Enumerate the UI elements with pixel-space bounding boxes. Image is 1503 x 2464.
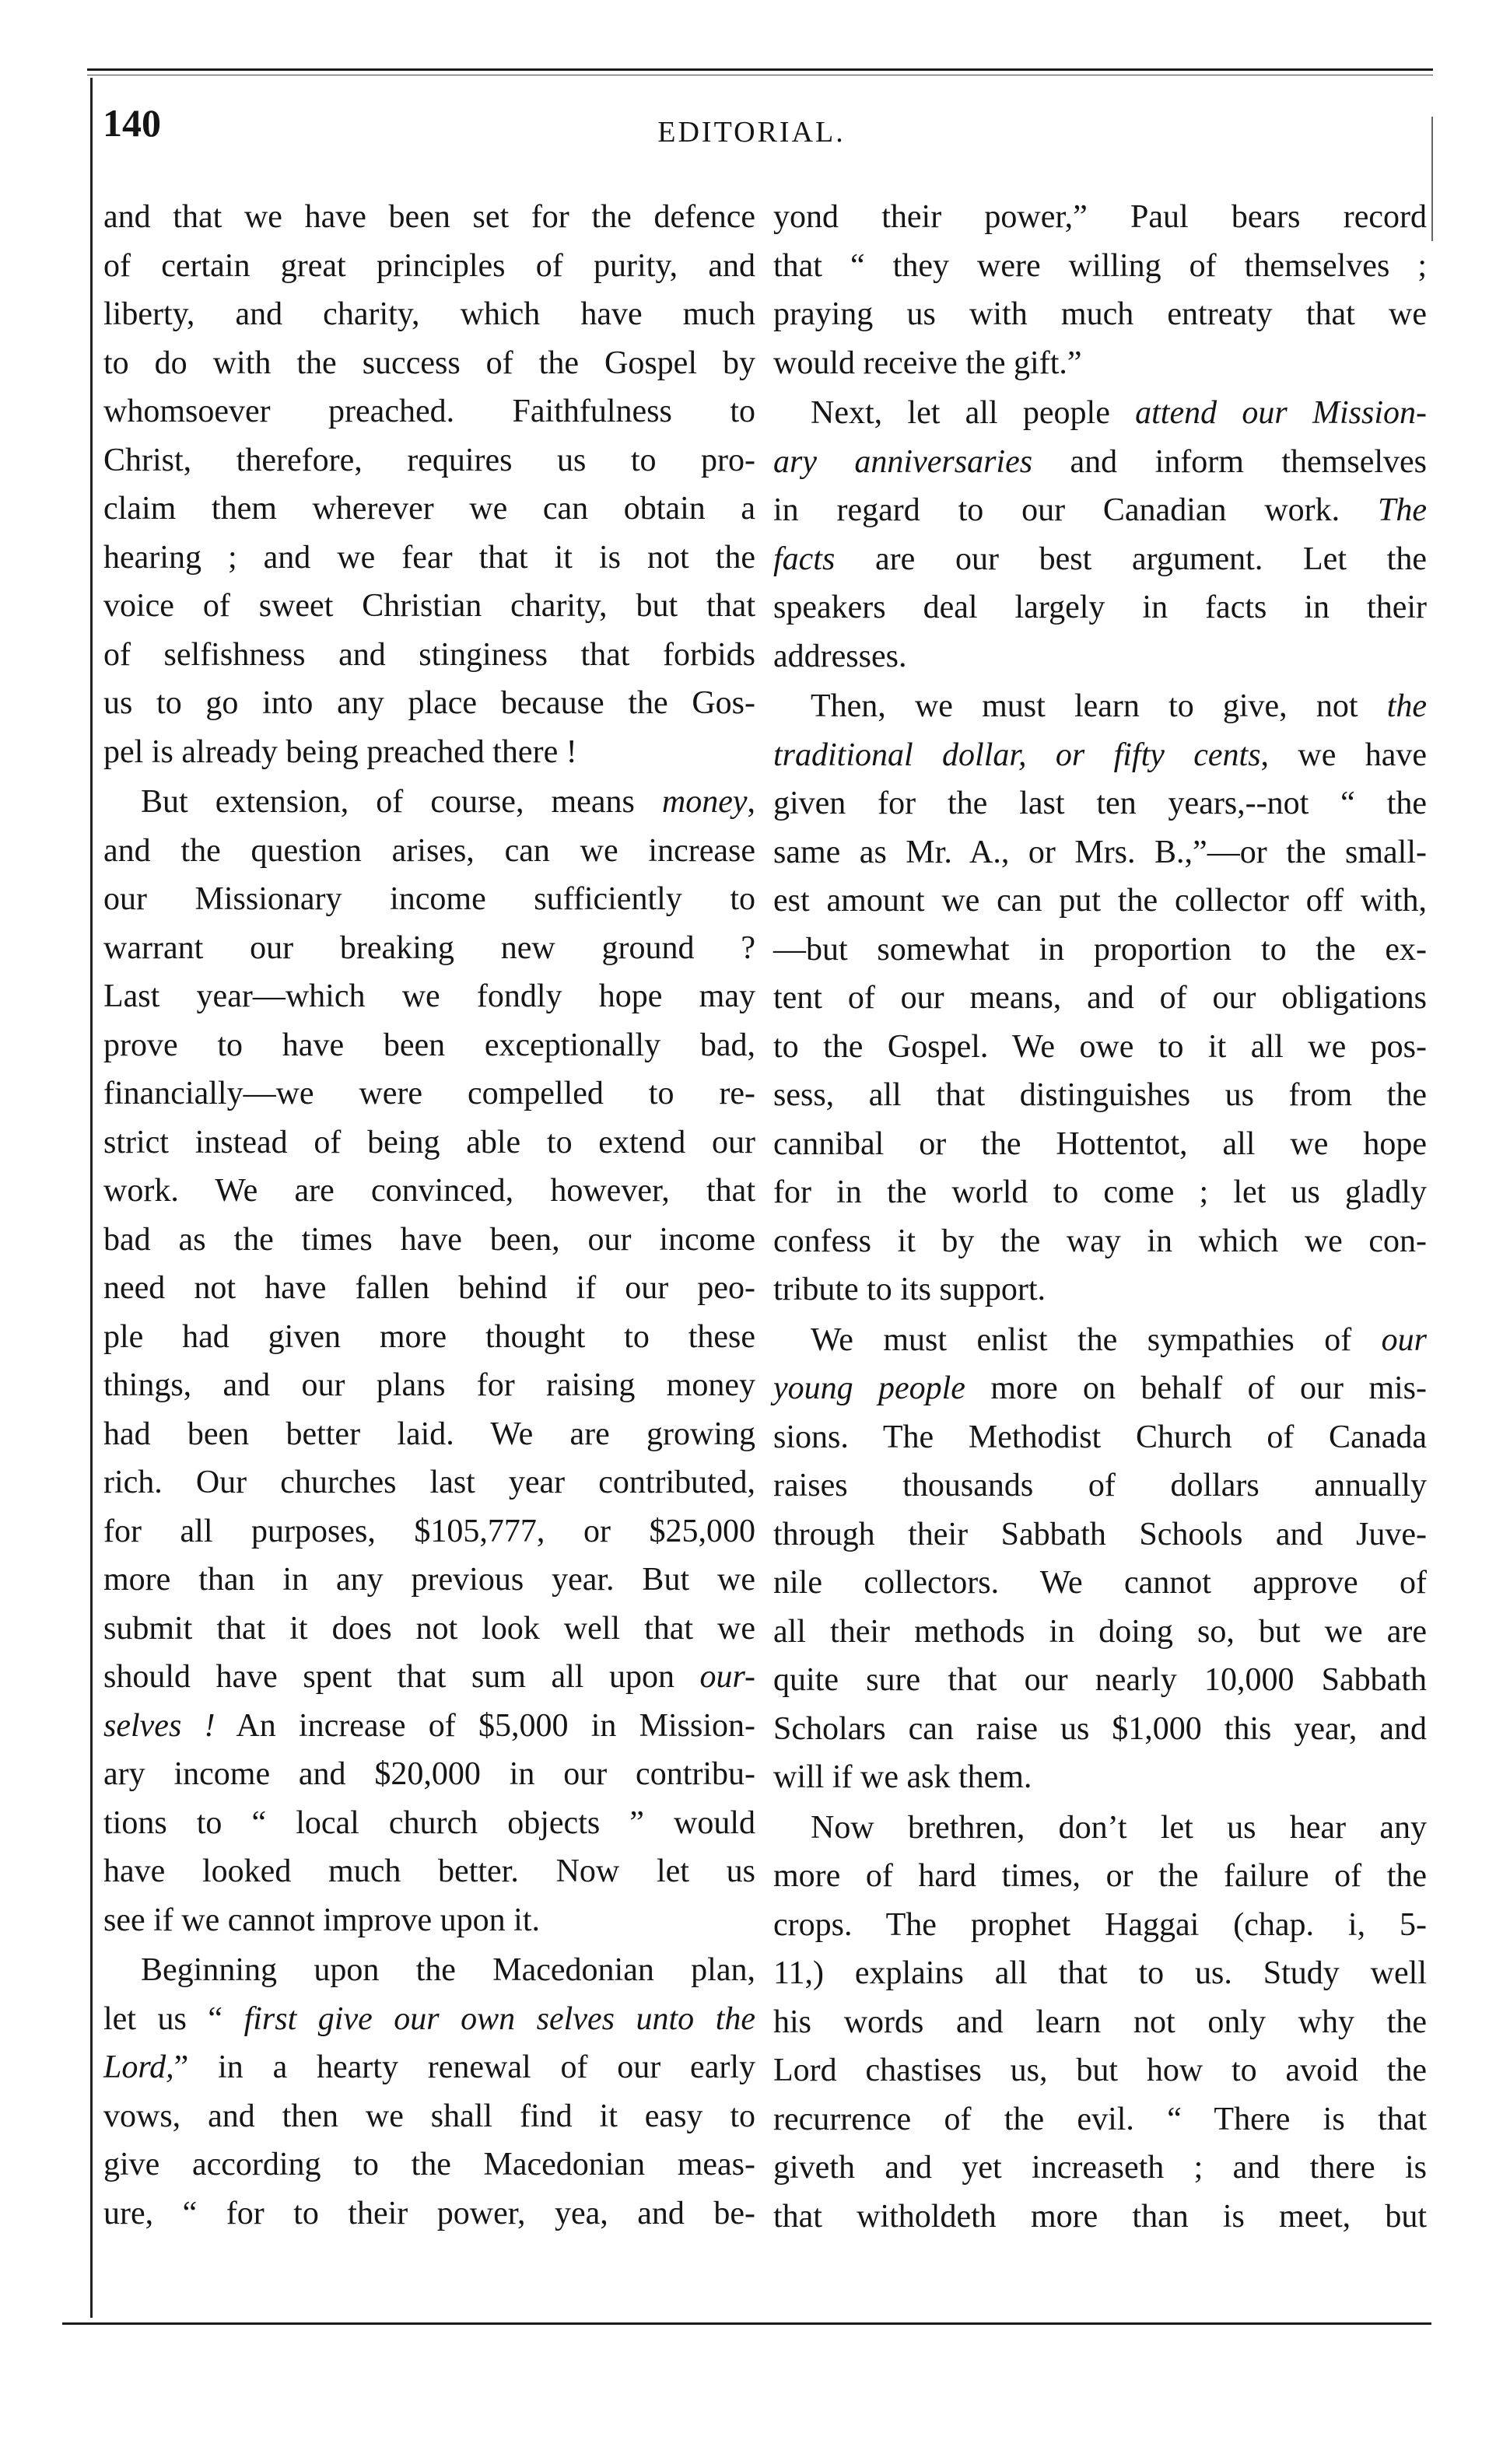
top-rule <box>87 68 1433 71</box>
text-line: our Missionary income sufficiently to <box>103 881 755 917</box>
text-line: est amount we can put the collector off with, <box>773 883 1427 919</box>
text-line: and the question arises, can we increase <box>103 832 755 869</box>
text-line: that witholdeth more than is meet, but <box>773 2198 1427 2235</box>
left-margin-rule <box>90 78 93 2318</box>
text-line: Next, let all people attend our Mission- <box>811 395 1428 431</box>
text-line: more of hard times, or the failure of the <box>773 1858 1427 1894</box>
text-line: ure, “ for to their power, yea, and be- <box>103 2195 755 2231</box>
text-line: through their Sabbath Schools and Juve- <box>773 1516 1427 1552</box>
text-line: work. We are convinced, however, that <box>103 1173 755 1209</box>
text-line: had been better laid. We are growing <box>103 1416 755 1452</box>
text-line: praying us with much entreaty that we <box>773 296 1427 332</box>
right-text-column <box>773 193 1427 2241</box>
text-line: crops. The prophet Haggai (chap. i, 5- <box>773 1906 1427 1943</box>
text-line: all their methods in doing so, but we are <box>773 1613 1427 1650</box>
text-line: nile collectors. We cannot approve of <box>773 1565 1427 1601</box>
text-line: of selfishness and stinginess that forbids <box>103 636 755 673</box>
text-line: Now brethren, don’t let us hear any <box>811 1809 1427 1846</box>
text-line: ary anniversaries and inform themselves <box>773 443 1427 480</box>
text-line: bad as the times have been, our income <box>103 1221 755 1258</box>
text-line: tions to “ local church objects ” would <box>103 1804 755 1841</box>
text-line: —but somewhat in proportion to the ex- <box>773 931 1427 968</box>
text-line: of certain great principles of purity, and <box>103 247 755 284</box>
text-line: would receive the gift.” <box>773 345 1082 381</box>
text-line: ple had given more thought to these <box>103 1318 755 1355</box>
text-line: young people more on behalf of our mis- <box>773 1370 1427 1406</box>
text-line: ary income and $20,000 in our contribu- <box>103 1756 755 1792</box>
text-line: to the Gospel. We owe to it all we pos- <box>773 1028 1427 1065</box>
text-line: facts are our best argument. Let the <box>773 541 1427 577</box>
text-line: should have spent that sum all upon our- <box>103 1659 755 1695</box>
text-line: liberty, and charity, which have much <box>103 296 755 332</box>
bottom-rule <box>62 2322 1431 2325</box>
text-line: strict instead of being able to extend our <box>103 1124 755 1160</box>
text-line: Last year—which we fondly hope may <box>103 978 755 1014</box>
text-line: in regard to our Canadian work. The <box>773 492 1427 528</box>
text-line: rich. Our churches last year contributed, <box>103 1465 755 1500</box>
text-line: hearing ; and we fear that it is not the <box>103 539 755 576</box>
text-line: Scholars can raise us $1,000 this year, and <box>773 1710 1427 1747</box>
text-line: selves ! An increase of $5,000 in Mission- <box>103 1707 756 1744</box>
text-line: claim them wherever we can obtain a <box>103 491 755 527</box>
text-line: prove to have been exceptionally bad, <box>103 1027 755 1063</box>
text-line: that “ they were willing of themselves ; <box>773 247 1427 284</box>
left-text-column <box>103 193 755 2238</box>
text-line: same as Mr. A., or Mrs. B.,”—or the small- <box>773 834 1427 870</box>
text-line: his words and learn not only why the <box>773 2004 1427 2040</box>
text-line: warrant our breaking new ground ? <box>103 929 755 966</box>
text-line: raises thousands of dollars annually <box>773 1468 1427 1503</box>
text-line: for in the world to come ; let us gladly <box>773 1174 1427 1210</box>
page-number: 140 <box>103 101 161 145</box>
text-line: have looked much better. Now let us <box>103 1853 755 1889</box>
text-line: giveth and yet increaseth ; and there is <box>773 2150 1427 2186</box>
text-line: whomsoever preached. Faithfulness to <box>103 394 755 429</box>
text-line: let us “ first give our own selves unto the <box>103 2000 755 2037</box>
text-line: us to go into any place because the Gos- <box>103 685 755 721</box>
text-line: more than in any previous year. But we <box>103 1562 755 1598</box>
text-line: for all purposes, $105,777, or $25,000 <box>103 1513 755 1549</box>
text-line: tribute to its support. <box>773 1272 1046 1307</box>
text-line: Beginning upon the Macedonian plan, <box>141 1952 755 1988</box>
text-line: addresses. <box>773 638 907 674</box>
text-line: give according to the Macedonian meas- <box>103 2147 755 2182</box>
text-line: recurrence of the evil. “ There is that <box>773 2101 1427 2137</box>
text-line: Lord,” in a hearty renewal of our early <box>103 2049 755 2085</box>
text-line: cannibal or the Hottentot, all we hope <box>773 1125 1427 1162</box>
running-head: EDITORIAL. <box>657 116 846 149</box>
text-line: see if we cannot improve upon it. <box>103 1902 541 1938</box>
text-line: vows, and then we shall find it easy to <box>103 2098 755 2134</box>
text-line: voice of sweet Christian charity, but that <box>103 588 755 624</box>
text-line: traditional dollar, or fifty cents, we have <box>773 737 1427 773</box>
text-line: need not have fallen behind if our peo- <box>103 1270 755 1306</box>
text-line: submit that it does not look well that we <box>103 1610 755 1647</box>
text-line: will if we ask them. <box>773 1759 1032 1795</box>
text-line: and that we have been set for the defence <box>103 199 755 235</box>
text-line: given for the last ten years,--not “ the <box>773 786 1427 821</box>
text-line: Christ, therefore, requires us to pro- <box>103 442 755 478</box>
text-line: 11,) explains all that to us. Study well <box>773 1955 1427 1991</box>
text-line: yond their power,” Paul bears record <box>773 199 1427 235</box>
text-line: We must enlist the sympathies of our <box>811 1321 1427 1358</box>
text-line: But extension, of course, means money, <box>141 784 755 820</box>
text-line: Lord chastises us, but how to avoid the <box>773 2053 1427 2088</box>
text-line: to do with the success of the Gospel by <box>103 345 755 381</box>
text-line: sions. The Methodist Church of Canada <box>773 1419 1427 1455</box>
text-line: confess it by the way in which we con- <box>773 1223 1427 1259</box>
text-line: Then, we must learn to give, not the <box>811 688 1427 724</box>
text-line: pel is already being preached there ! <box>103 733 577 770</box>
text-line: quite sure that our nearly 10,000 Sabbath <box>773 1662 1427 1698</box>
text-line: speakers deal largely in facts in their <box>773 590 1427 625</box>
text-line: tent of our means, and of our obligations <box>773 980 1427 1016</box>
text-line: financially—we were compelled to re- <box>103 1076 755 1111</box>
text-line: sess, all that distinguishes us from the <box>773 1077 1427 1113</box>
text-line: things, and our plans for raising money <box>103 1367 755 1403</box>
